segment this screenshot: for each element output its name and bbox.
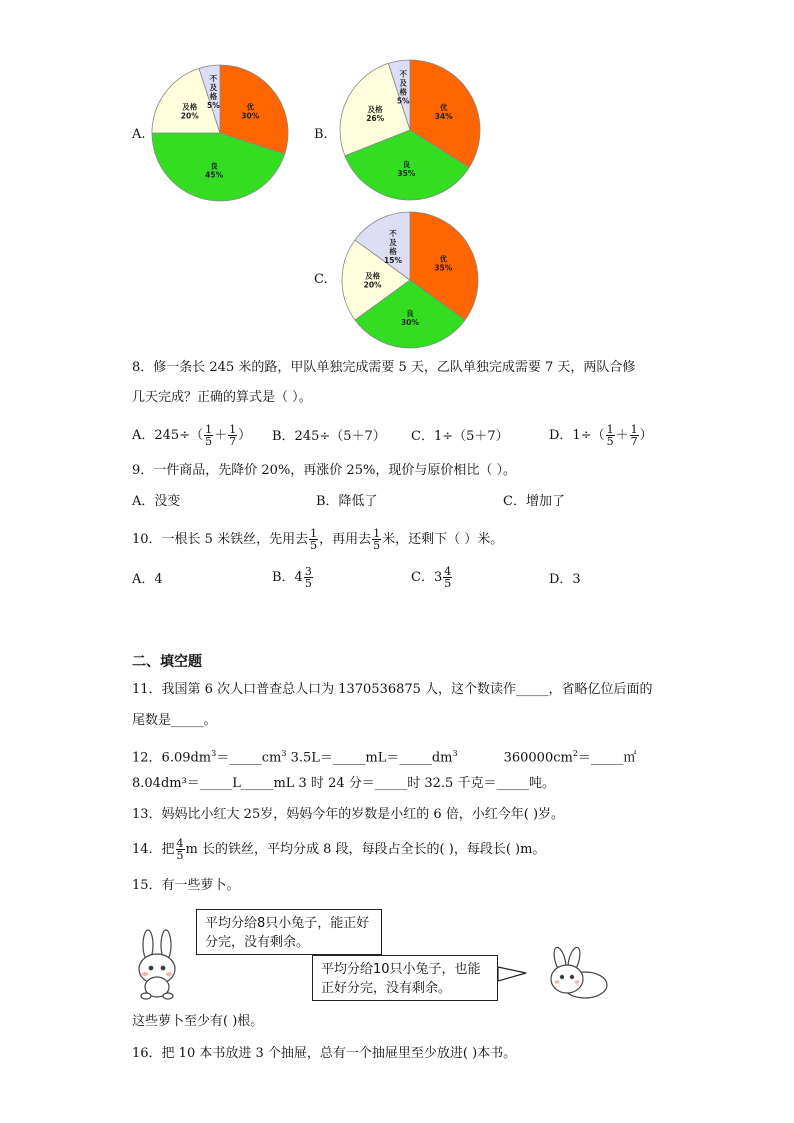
fraction: $\frac{1}{5}$ (606, 423, 614, 448)
q14-text: 14．把 $\frac{4}{5}$ m 长的铁丝，平均分成 8 段，每段占全长的( )，每段长( )m。 (132, 837, 546, 862)
plus-sign: ＋ (615, 428, 629, 443)
speech-bubble-1: 平均分给8只小兔子，能正好分完，没有剩余。 (196, 909, 382, 955)
pie-chart-c[interactable] (340, 210, 480, 350)
fraction: $\frac{1}{5}$ (205, 423, 213, 448)
q8-text-line1: 8．修一条长 245 米的路，甲队单独完成需要 5 天，乙队单独完成需要 7 天，两队合修 (132, 360, 636, 375)
plus-sign: ＋ (214, 428, 228, 443)
q13-text: 13．妈妈比小红大 25岁，妈妈今年的岁数是小红的 6 倍，小红今年( )岁。 (132, 807, 565, 822)
chart-b-label: B. (314, 127, 328, 142)
q9-text: 9．一件商品，先降价 20%，再涨价 25%，现价与原价相比（ ）。 (132, 463, 516, 478)
rabbit-icon (139, 930, 175, 999)
chart-a-label: A. (132, 127, 146, 142)
fraction: $\frac{1}{7}$ (630, 423, 638, 448)
fraction: $\frac{1}{7}$ (229, 423, 237, 448)
pie-chart-a[interactable] (150, 63, 290, 203)
pie-label-2: 及格 20% (180, 102, 199, 121)
bubble-tail (498, 967, 526, 981)
fraction: $\frac{1}{5}$ (373, 527, 381, 552)
q9-option-b[interactable]: B．降低了 (316, 494, 378, 509)
q8-text-line2: 几天完成？正确的算式是（ ）。 (132, 390, 312, 405)
q15-text: 15．有一些萝卜。 (132, 878, 240, 893)
q8-a-label: A．245÷（ (132, 428, 204, 443)
close-paren: ） (238, 428, 252, 443)
q8-option-c[interactable]: C．1÷（5＋7） (411, 429, 509, 444)
q8-option-b[interactable]: B．245÷（5＋7） (272, 429, 386, 444)
pie-label-0: 优 30% (241, 102, 260, 121)
q8-d-label: D．1÷（ (549, 428, 605, 443)
pie-label-3: 不及格 5% (396, 69, 410, 106)
q16-text: 16．把 10 本书放进 3 个抽屉，总有一个抽屉里至少放进( )本书。 (132, 1046, 517, 1061)
rabbit-icon (551, 946, 607, 998)
q10-option-a[interactable]: A．4 (132, 572, 163, 587)
q9-option-a[interactable]: A．没变 (132, 494, 181, 509)
fraction: $\frac{3}{5}$ (304, 565, 312, 590)
pie-label-0: 优 34% (434, 102, 453, 121)
pie-label-3: 不及格 15% (384, 229, 402, 266)
speech-bubble-2: 平均分给10只小兔子，也能正好分完，没有剩余。 (312, 955, 498, 1001)
q10-option-b[interactable]: B．4 $\frac{3}{5}$ (272, 565, 312, 590)
close-paren: ） (639, 428, 653, 443)
pie-label-2: 及格 26% (366, 105, 385, 124)
q10-option-d[interactable]: D．3 (549, 572, 581, 587)
fraction: $\frac{1}{5}$ (310, 527, 318, 552)
chart-c-label: C. (314, 272, 328, 287)
pie-label-1: 良 45% (205, 161, 224, 180)
q8-option-a[interactable] (132, 424, 251, 447)
q10-option-c[interactable]: C．3 $\frac{4}{5}$ (411, 565, 452, 590)
q15-answer: 这些萝卜至少有( )根。 (132, 1014, 264, 1029)
q12-line2: 8.04dm³＝_____L_____mL 3 时 24 分＝_____时 32.5 千克＝_____吨。 (132, 776, 555, 791)
fraction: $\frac{4}{5}$ (444, 565, 452, 590)
q11-text-line1: 11．我国第 6 次人口普查总人口为 1370536875 人，这个数读作_____，省略亿位后面的 (132, 682, 653, 697)
section-heading: 二、填空题 (132, 654, 202, 670)
q11-text-line2: 尾数是_____。 (132, 713, 217, 728)
pie-label-0: 优 35% (434, 254, 453, 273)
q10-text: 10．一根长 5 米铁丝，先用去 $\frac{1}{5}$ ，再用去 $\frac{1}{5}$ 米，还剩下（ ）米。 (132, 527, 504, 552)
pie-chart-b[interactable] (338, 58, 482, 202)
pie-label-1: 良 35% (397, 159, 416, 178)
q12-line1: 12．$6.09dm^3=\_\_\_\_\_cm^3$ $3.5L=\_\_\_\_\_mL=\_\_\_\_\_dm^3$ $360000cm^2=\_\_\_\_\_㎡$ (132, 749, 637, 766)
pie-label-1: 良 30% (401, 308, 419, 327)
q8-option-d[interactable] (549, 424, 653, 447)
pie-label-2: 及格 20% (363, 271, 382, 290)
q9-option-c[interactable]: C．增加了 (503, 494, 565, 509)
fraction: $\frac{4}{5}$ (176, 837, 184, 862)
pie-label-3: 不及格 5% (207, 73, 220, 110)
